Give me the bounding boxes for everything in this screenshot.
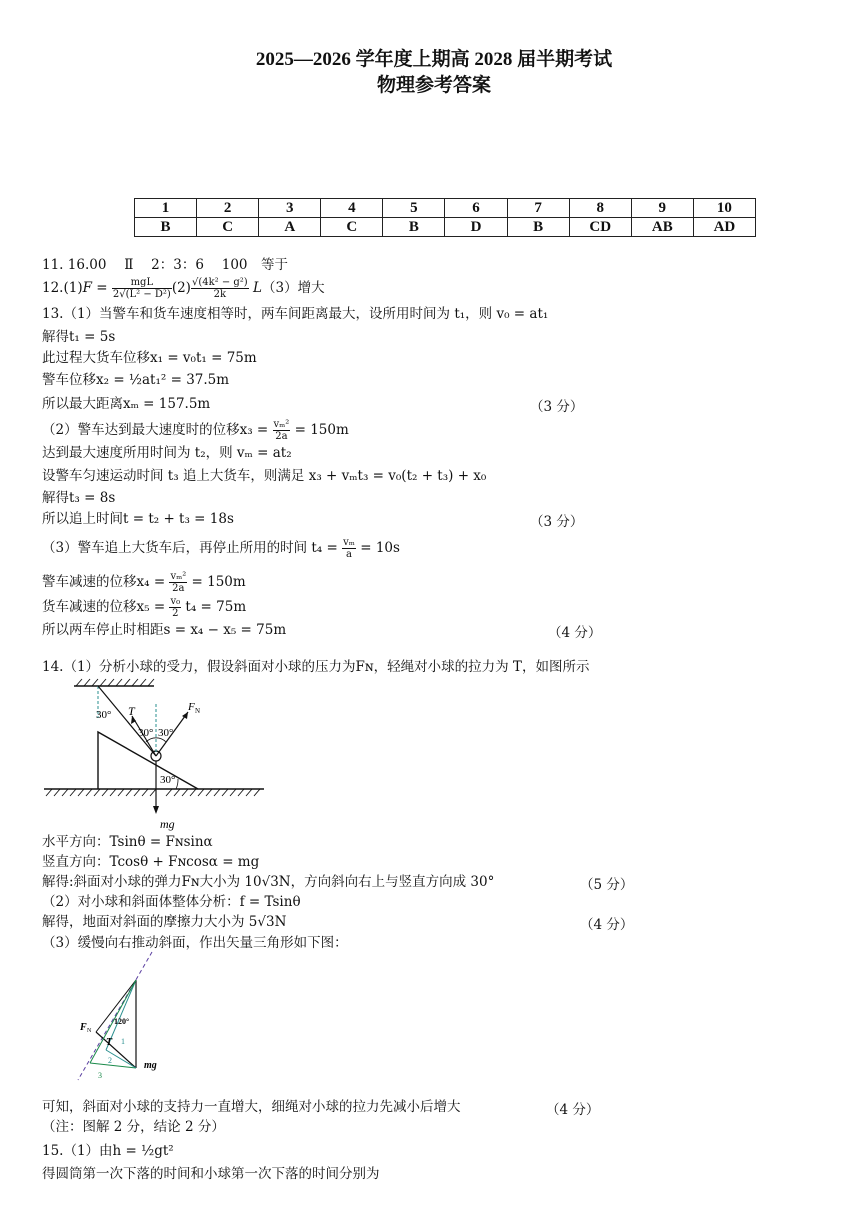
table-cell: 5 [383,199,445,218]
x5-fraction [169,596,181,619]
q13-line-3: 此过程大货车位移x₁ = v₀t₁ = 75m [42,350,257,366]
t4-fraction [342,537,356,560]
page-subtitle: 物理参考答案 [376,75,491,96]
table-cell: D [445,218,507,237]
q13-line-12 [42,571,246,594]
q13-line-14: 所以两车停止时相距s = x₄ − x₅ = 75m [42,622,287,638]
q11-line: 11. 16.00 Ⅱ 2：3：6 100 等于 [42,257,288,273]
q13-line-11-text: （3）警车追上大货车后，再停止所用的时间 t₄ = [42,540,338,556]
q13-line-13-text: 货车减速的位移x₅ = [42,599,166,615]
position-label-3: 3 [98,1071,102,1080]
fraction-numerator: √(4k² − g²) [191,277,248,288]
table-cell: 8 [569,199,631,218]
fraction-numerator: vₘ² [170,571,187,582]
q12-fraction-2 [191,277,249,300]
q13-line-12-text: 警车减速的位移x₄ = [42,574,166,590]
table-cell: C [321,218,383,237]
page-title: 2025—2026 学年度上期高 2028 届半期考试 [255,49,613,70]
table-cell: CD [569,218,631,237]
x4-fraction [169,571,187,594]
table-cell: 2 [197,199,259,218]
q13-line-8: 设警车匀速运动时间 t₃ 追上大货车，则满足 x₃ + vₘt₃ = v₀(t₂ + t₃) + x₀ [42,468,487,484]
q12-part3: （3）增大 [261,280,325,296]
position-label-1: 1 [121,1037,125,1046]
points-label: （3 分） [530,399,584,415]
normal-force-label: F [188,701,195,713]
q14-line-8: 可知，斜面对小球的支持力一直增大，细绳对小球的拉力先减小后增大 [42,1099,461,1115]
q13-line-11 [42,537,400,560]
tension-label: T [106,1037,113,1048]
normal-force-vector [96,1032,136,1068]
angle-label: 30° [160,774,176,786]
points-label: （4 分） [580,917,634,933]
q13-line-12-result: = 150m [191,574,246,590]
normal-force-subscript: N [87,1028,92,1034]
answer-table [134,198,756,237]
points-label: （5 分） [580,877,634,893]
points-label: （3 分） [530,514,584,530]
ceiling-hatch [76,679,154,686]
position-label-2: 2 [108,1056,112,1065]
table-cell: 1 [135,199,197,218]
q14-line-7: （3）缓慢向右推动斜面，作出矢量三角形如下图： [42,935,348,951]
points-label: （4 分） [546,1102,600,1118]
table-cell: B [383,218,445,237]
ground-hatch [46,789,260,796]
q12-L: L [253,280,262,296]
normal-force-subscript: N [195,707,201,715]
table-cell: 6 [445,199,507,218]
rope-line [98,686,156,756]
q13-line-5: 所以最大距离xₘ = 157.5m [42,396,211,412]
fraction-numerator: mgL [112,277,172,289]
q13-line-10: 所以追上时间t = t₂ + t₃ = 18s [42,511,234,527]
gravity-label: mg [160,817,175,831]
gravity-label: mg [144,1060,157,1071]
fraction-denominator: a [346,549,352,560]
table-cell: AD [693,218,755,237]
table-cell: A [259,218,321,237]
normal-force-label: F [80,1022,87,1033]
fraction-numerator: v₀ [170,596,181,607]
force-diagram-figure [40,676,280,832]
q13-line-13 [42,596,246,619]
q14-line-5: （2）对小球和斜面体整体分析：f = Tsinθ [42,894,301,910]
q12-fraction-1 [112,277,172,300]
q13-line-6-text: （2）警车达到最大速度时的位移x₃ = [42,422,269,438]
fraction-denominator: 2√(L² − D²) [112,289,171,300]
q12-part1-label: 12.(1) [42,280,83,296]
fraction-denominator: 2k [213,289,227,300]
table-cell: 4 [321,199,383,218]
fraction-numerator: vₘ [343,537,355,548]
x3-fraction [273,419,291,442]
angle-label: 30° [96,709,112,721]
q14-line-4: 解得:斜面对小球的弹力Fɴ大小为 10√3N，方向斜向右上与竖直方向成 30° [42,874,495,890]
q13-line-11-result: = 10s [360,540,400,556]
q13-line-7: 达到最大速度所用时间为 t₂，则 vₘ = at₂ [42,445,292,461]
q15-line-1: 15.（1）由h = ½gt² [42,1143,174,1159]
table-cell: 7 [507,199,569,218]
table-cell: B [135,218,197,237]
fraction-denominator: 2a [275,431,288,442]
gravity-arrowhead [153,806,159,814]
q13-line-1: 13.（1）当警车和货车速度相等时，两车间距离最大，设所用时间为 t₁，则 v₀ = at₁ [42,306,549,322]
table-cell: C [197,218,259,237]
vector-triangle-figure [60,950,180,1085]
angle-label: 120° [114,1017,130,1026]
q14-line-2: 水平方向：Tsinθ = Fɴsinα [42,834,213,850]
q13-line-2: 解得t₁ = 5s [42,329,116,345]
normal-force-direction-line [78,952,152,1080]
q12-F: F = [82,280,108,296]
points-label: （4 分） [548,625,602,641]
q14-line-6: 解得，地面对斜面的摩擦力大小为 5√3N [42,914,287,930]
answer-table-answer-row [135,218,756,237]
normal-force-arrowhead [182,712,188,719]
angle-arc [176,779,178,789]
fraction-denominator: 2a [172,583,185,594]
angle-label: 30° [138,727,154,739]
q14-line-1: 14.（1）分析小球的受力，假设斜面对小球的压力为Fɴ，轻绳对小球的拉力为 T，如图所示 [42,659,590,675]
q13-line-9: 解得t₃ = 8s [42,490,116,506]
table-cell: B [507,218,569,237]
q13-line-6-result: = 150m [294,422,349,438]
q14-line-3: 竖直方向：Tcosθ + Fɴcosα = mg [42,854,260,870]
fraction-denominator: 2 [172,608,179,619]
q13-line-13-result: t₄ = 75m [185,599,247,615]
fraction-numerator: vₘ² [273,419,290,430]
q13-line-4: 警车位移x₂ = ½at₁² = 37.5m [42,372,230,388]
table-cell: AB [631,218,693,237]
table-cell: 3 [259,199,321,218]
table-cell: 9 [631,199,693,218]
tension-label: T [128,704,135,718]
q12-part2-label: (2) [171,280,191,296]
q15-line-2: 得圆筒第一次下落的时间和小球第一次下落的时间分别为 [42,1166,380,1182]
q14-line-9: （注：图解 2 分，结论 2 分） [42,1119,225,1135]
answer-table-number-row [135,199,756,218]
table-cell: 10 [693,199,755,218]
q13-line-6 [42,419,349,442]
q12-line [42,277,325,300]
angle-label: 30° [158,727,174,739]
